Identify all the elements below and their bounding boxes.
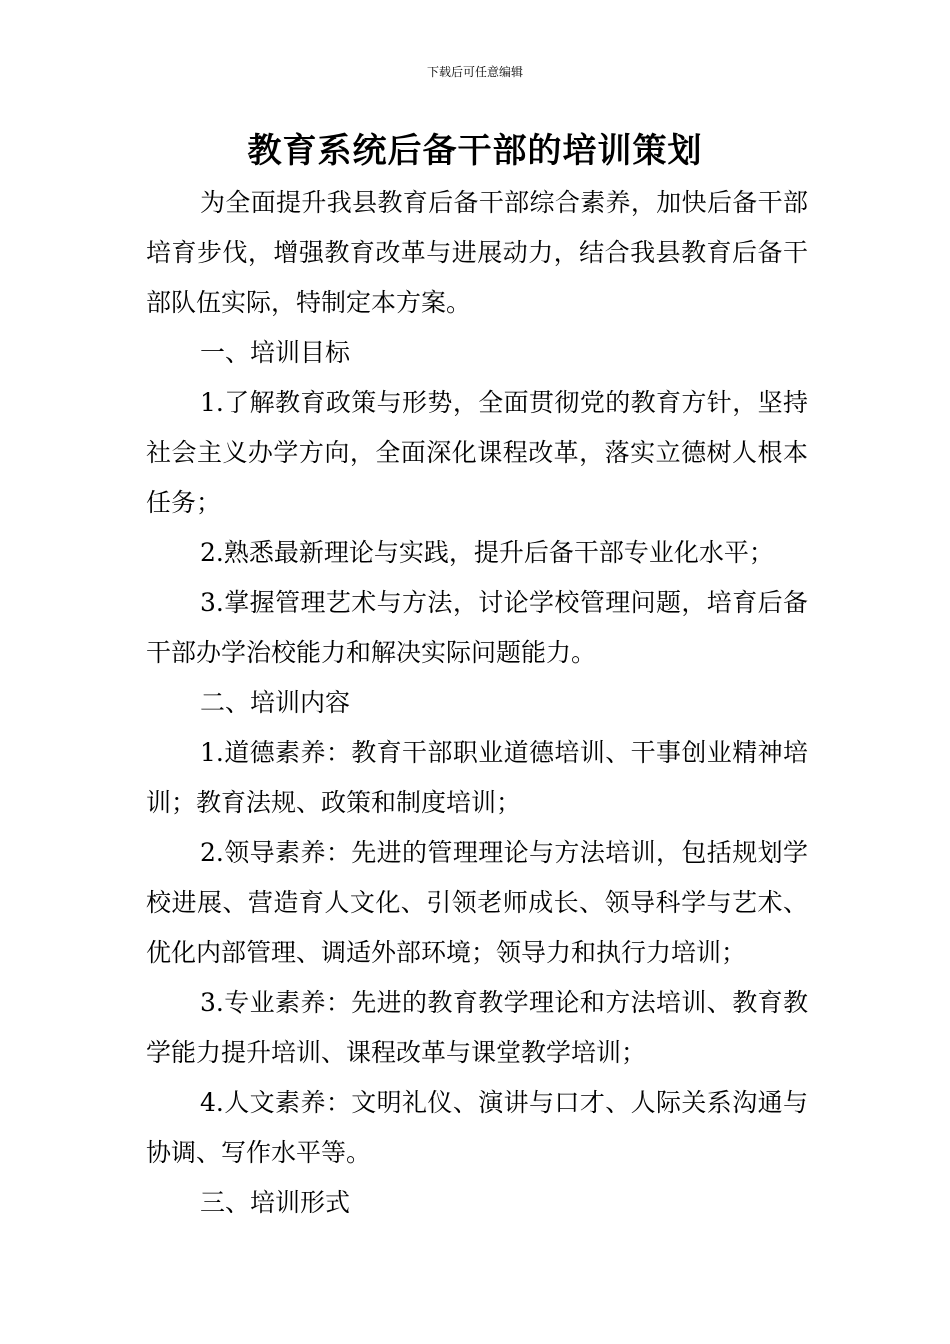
intro-paragraph: 为全面提升我县教育后备干部综合素养，加快后备干部培育步伐，增强教育改革与进展动力，结合我县教育后备干部队伍实际，特制定本方案。 — [146, 188, 808, 317]
section-heading-goals: 一、培训目标 — [200, 338, 351, 367]
content-item-4: 4.人文素养：文明礼仪、演讲与口才、人际关系沟通与协调、写作水平等。 — [146, 1088, 808, 1167]
goal-item-2: 2.熟悉最新理论与实践，提升后备干部专业化水平； — [200, 538, 774, 567]
document-title: 教育系统后备干部的培训策划 — [247, 131, 703, 171]
content-item-1: 1.道德素养：教育干部职业道德培训、干事创业精神培训；教育法规、政策和制度培训； — [146, 738, 808, 817]
document-body — [146, 178, 808, 1228]
content-item-2: 2.领导素养：先进的管理理论与方法培训，包括规划学校进展、营造育人文化、引领老师成长、领导科学与艺术、优化内部管理、调适外部环境；领导力和执行力培训； — [146, 838, 808, 967]
section-heading-format: 三、培训形式 — [200, 1188, 351, 1217]
content-item-3: 3.专业素养：先进的教育教学理论和方法培训、教育教学能力提升培训、课程改革与课堂教学培训； — [146, 988, 808, 1067]
header-note: 下载后可任意编辑 — [426, 65, 523, 79]
goal-item-3: 3.掌握管理艺术与方法，讨论学校管理问题，培育后备干部办学治校能力和解决实际问题能力。 — [146, 588, 808, 667]
section-heading-content: 二、培训内容 — [200, 688, 351, 717]
goal-item-1: 1.了解教育政策与形势，全面贯彻党的教育方针，坚持社会主义办学方向，全面深化课程改革，落实立德树人根本任务； — [146, 388, 808, 517]
